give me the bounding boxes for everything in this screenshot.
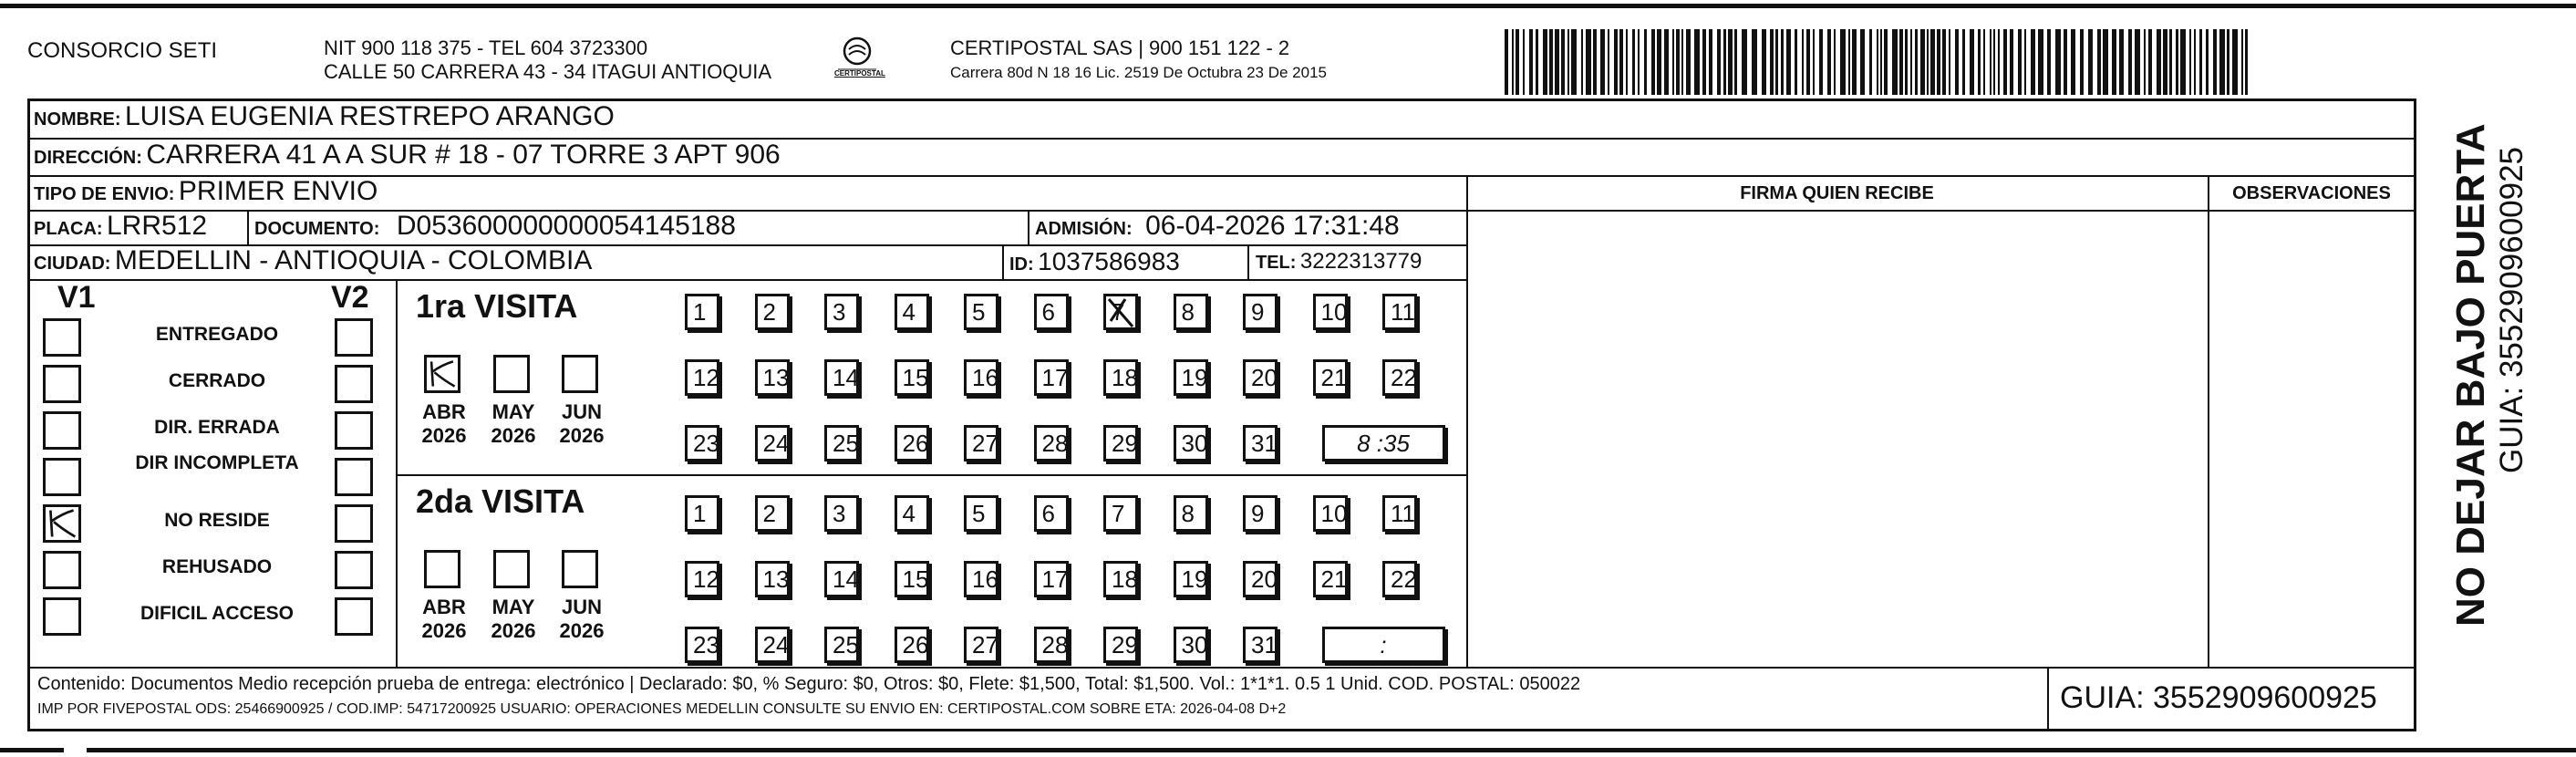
day-box[interactable]: 24 (755, 627, 790, 663)
day-box[interactable]: 20 (1243, 561, 1278, 597)
month-label: MAY (491, 596, 535, 618)
day-box[interactable]: 1 (685, 495, 719, 532)
month-checkbox[interactable] (493, 550, 530, 588)
day-box[interactable]: 28 (1034, 627, 1069, 663)
day-box[interactable]: 13 (755, 359, 790, 396)
placa-value: LRR512 (107, 211, 208, 241)
day-box[interactable]: 8 (1174, 495, 1208, 532)
month-label: ABR (422, 596, 466, 618)
admision-value: 06-04-2026 17:31:48 (1145, 211, 1400, 241)
status-label: ENTREGADO (155, 324, 279, 345)
day-box[interactable]: 26 (895, 627, 929, 663)
day-box[interactable]: 8 (1174, 294, 1208, 330)
v1-checkbox[interactable] (43, 318, 81, 357)
day-box[interactable]: 10 (1313, 294, 1348, 330)
month-checkbox[interactable] (424, 550, 460, 588)
observaciones-header: OBSERVACIONES (2232, 183, 2391, 203)
day-box[interactable]: 1 (685, 294, 719, 330)
day-box[interactable]: 23 (685, 627, 719, 663)
day-box[interactable]: 27 (964, 425, 998, 461)
license-line: Carrera 80d N 18 16 Lic. 2519 De Octubra 23 De 2015 (950, 64, 1327, 81)
day-box[interactable]: 12 (685, 561, 719, 597)
nombre-field: NOMBRE: LUISA EUGENIA RESTREPO ARANGO (34, 101, 615, 131)
side-panel (2407, 123, 2553, 638)
month-checkbox[interactable] (493, 355, 530, 393)
status-label: DIR INCOMPLETA (135, 452, 299, 473)
day-box[interactable]: 18 (1103, 561, 1138, 597)
day-box[interactable]: 6 (1034, 495, 1069, 532)
day-box[interactable]: 3 (824, 495, 859, 532)
top-border (0, 4, 2576, 8)
day-box[interactable]: 2 (755, 495, 790, 532)
day-box[interactable]: 14 (824, 561, 859, 597)
day-box[interactable]: 12 (685, 359, 719, 396)
nombre-value: LUISA EUGENIA RESTREPO ARANGO (125, 101, 615, 131)
year-label: 2026 (559, 424, 605, 447)
day-box[interactable]: 13 (755, 561, 790, 597)
day-box[interactable]: 16 (964, 359, 998, 396)
visit2-title: 2da VISITA (416, 482, 585, 520)
address-line: CALLE 50 CARRERA 43 - 34 ITAGUI ANTIOQUIA (324, 60, 772, 83)
v2-checkbox[interactable] (335, 458, 373, 496)
day-box[interactable]: 19 (1174, 561, 1208, 597)
day-box[interactable]: 4 (895, 495, 929, 532)
tipo-field: TIPO DE ENVIO: PRIMER ENVIO (34, 176, 378, 206)
documento-value: D053600000000054145188 (396, 211, 736, 241)
v1-checkbox[interactable] (43, 504, 81, 543)
bottom-border (87, 748, 2576, 752)
day-box[interactable]: 20 (1243, 359, 1278, 396)
day-box[interactable]: 11 (1382, 495, 1417, 532)
nit-line: NIT 900 118 375 - TEL 604 3723300 (324, 36, 648, 59)
day-box[interactable]: 7 (1103, 294, 1138, 330)
day-box[interactable]: 17 (1034, 561, 1069, 597)
day-box[interactable]: 2 (755, 294, 790, 330)
day-box[interactable]: 31 (1243, 627, 1278, 663)
year-label: 2026 (421, 424, 467, 447)
visit1-title: 1ra VISITA (416, 287, 578, 325)
year-label: 2026 (491, 619, 536, 642)
day-box[interactable]: 27 (964, 627, 998, 663)
day-box[interactable]: 22 (1382, 561, 1417, 597)
month-label: JUN (561, 400, 602, 423)
status-label: DIR. ERRADA (154, 417, 280, 438)
status-label: CERRADO (168, 370, 266, 391)
company-name: CONSORCIO SETI (27, 38, 218, 63)
barcode (1505, 29, 2248, 95)
day-box[interactable]: 25 (824, 425, 859, 461)
imp-line: IMP POR FIVEPOSTAL ODS: 25466900925 / COD.IMP: 54717200925 USUARIO: OPERACIONES MEDELLIN CONSULTE SU ENVIO EN: CERTIPOSTAL.COM SOBRE ETA: 2026-04-08 D+2 (37, 701, 1287, 717)
tel-field: TEL: 3222313779 (1256, 249, 1422, 274)
id-field: ID: 1037586983 (1009, 247, 1180, 275)
day-box[interactable]: 15 (895, 561, 929, 597)
logo-text: CERTIPOSTAL (834, 69, 885, 78)
day-box[interactable]: 3 (824, 294, 859, 330)
firma-header: FIRMA QUIEN RECIBE (1740, 183, 1934, 203)
day-box[interactable]: 24 (755, 425, 790, 461)
day-box[interactable]: 30 (1174, 425, 1208, 461)
status-label: NO RESIDE (164, 510, 270, 531)
year-label: 2026 (491, 424, 536, 447)
v2-checkbox[interactable] (335, 597, 373, 636)
ciudad-value: MEDELLIN - ANTIOQUIA - COLOMBIA (114, 245, 593, 275)
placa-field: PLACA: LRR512 (34, 211, 208, 241)
day-box[interactable]: 21 (1313, 561, 1348, 597)
v1-checkbox[interactable] (43, 551, 81, 589)
time-box[interactable]: : (1322, 627, 1445, 663)
direccion-value: CARRERA 41 A A SUR # 18 - 07 TORRE 3 APT 906 (146, 140, 781, 170)
v1-checkbox[interactable] (43, 365, 81, 403)
month-checkbox[interactable] (562, 355, 598, 393)
day-box[interactable]: 6 (1034, 294, 1069, 330)
v1-checkbox[interactable] (43, 597, 81, 636)
day-box[interactable]: 5 (964, 294, 998, 330)
direccion-field: DIRECCIÓN: CARRERA 41 A A SUR # 18 - 07 TORRE 3 APT 906 (34, 140, 781, 170)
v2-label: V2 (331, 280, 369, 315)
day-box[interactable]: 14 (824, 359, 859, 396)
contenido-line: Contenido: Documentos Medio recepción prueba de entrega: electrónico | Declarado: $0, % Seguro: $0, Otros: $0, Flete: $1,500, Total: $1,500. Vol.: 1*1*1. 0.5 1 Unid. COD. POSTAL: 050022 (37, 674, 1581, 694)
ciudad-field: CIUDAD: MEDELLIN - ANTIOQUIA - COLOMBIA (34, 245, 593, 275)
certipostal-logo (834, 35, 885, 86)
v2-checkbox[interactable] (335, 504, 373, 543)
day-box[interactable]: 15 (895, 359, 929, 396)
day-box[interactable]: 10 (1313, 495, 1348, 532)
day-box[interactable]: 16 (964, 561, 998, 597)
day-box[interactable]: 31 (1243, 425, 1278, 461)
day-box[interactable]: 29 (1103, 425, 1138, 461)
v1-checkbox[interactable] (43, 458, 81, 496)
day-box[interactable]: 18 (1103, 359, 1138, 396)
bottom-border-left (0, 748, 64, 752)
status-label: REHUSADO (161, 556, 273, 577)
v2-checkbox[interactable] (335, 365, 373, 403)
status-label: DIFICIL ACCESO (140, 603, 294, 624)
year-label: 2026 (421, 619, 467, 642)
time-box[interactable]: 8 :35 (1322, 425, 1445, 461)
day-box[interactable]: 17 (1034, 359, 1069, 396)
tel-value: 3222313779 (1299, 249, 1422, 274)
day-box[interactable]: 26 (895, 425, 929, 461)
v2-checkbox[interactable] (335, 318, 373, 357)
certipostal-line: CERTIPOSTAL SAS | 900 151 122 - 2 (950, 36, 1290, 59)
year-label: 2026 (559, 619, 605, 642)
day-box[interactable]: 4 (895, 294, 929, 330)
day-box[interactable]: 22 (1382, 359, 1417, 396)
month-label: MAY (491, 400, 535, 423)
day-box[interactable]: 21 (1313, 359, 1348, 396)
day-box[interactable]: 23 (685, 425, 719, 461)
v2-checkbox[interactable] (335, 411, 373, 450)
month-label: JUN (561, 596, 602, 618)
guia-footer: GUIA: 3552909600925 (2060, 680, 2377, 715)
day-box[interactable]: 9 (1243, 294, 1278, 330)
admision-field: ADMISIÓN: 06-04-2026 17:31:48 (1035, 211, 1400, 241)
day-box[interactable]: 9 (1243, 495, 1278, 532)
month-label: ABR (422, 400, 466, 423)
day-box[interactable]: 5 (964, 495, 998, 532)
month-checkbox[interactable] (562, 550, 598, 588)
v1-label: V1 (57, 280, 96, 315)
day-box[interactable]: 25 (824, 627, 859, 663)
side-guia-text: GUIA: 3552909600925 (2494, 146, 2529, 474)
v2-checkbox[interactable] (335, 551, 373, 589)
day-box[interactable]: 30 (1174, 627, 1208, 663)
shipping-form (27, 99, 2416, 731)
v1-checkbox[interactable] (43, 411, 81, 450)
id-value: 1037586983 (1038, 247, 1180, 275)
no-dejar-text: NO DEJAR BAJO PUERTA (2448, 123, 2493, 627)
day-box[interactable]: 19 (1174, 359, 1208, 396)
documento-field: DOCUMENTO: D053600000000054145188 (254, 211, 736, 241)
day-box[interactable]: 11 (1382, 294, 1417, 330)
day-box[interactable]: 29 (1103, 627, 1138, 663)
tipo-value: PRIMER ENVIO (178, 176, 378, 206)
day-box[interactable]: 7 (1103, 495, 1138, 532)
day-box[interactable]: 28 (1034, 425, 1069, 461)
month-checkbox[interactable] (424, 355, 460, 393)
